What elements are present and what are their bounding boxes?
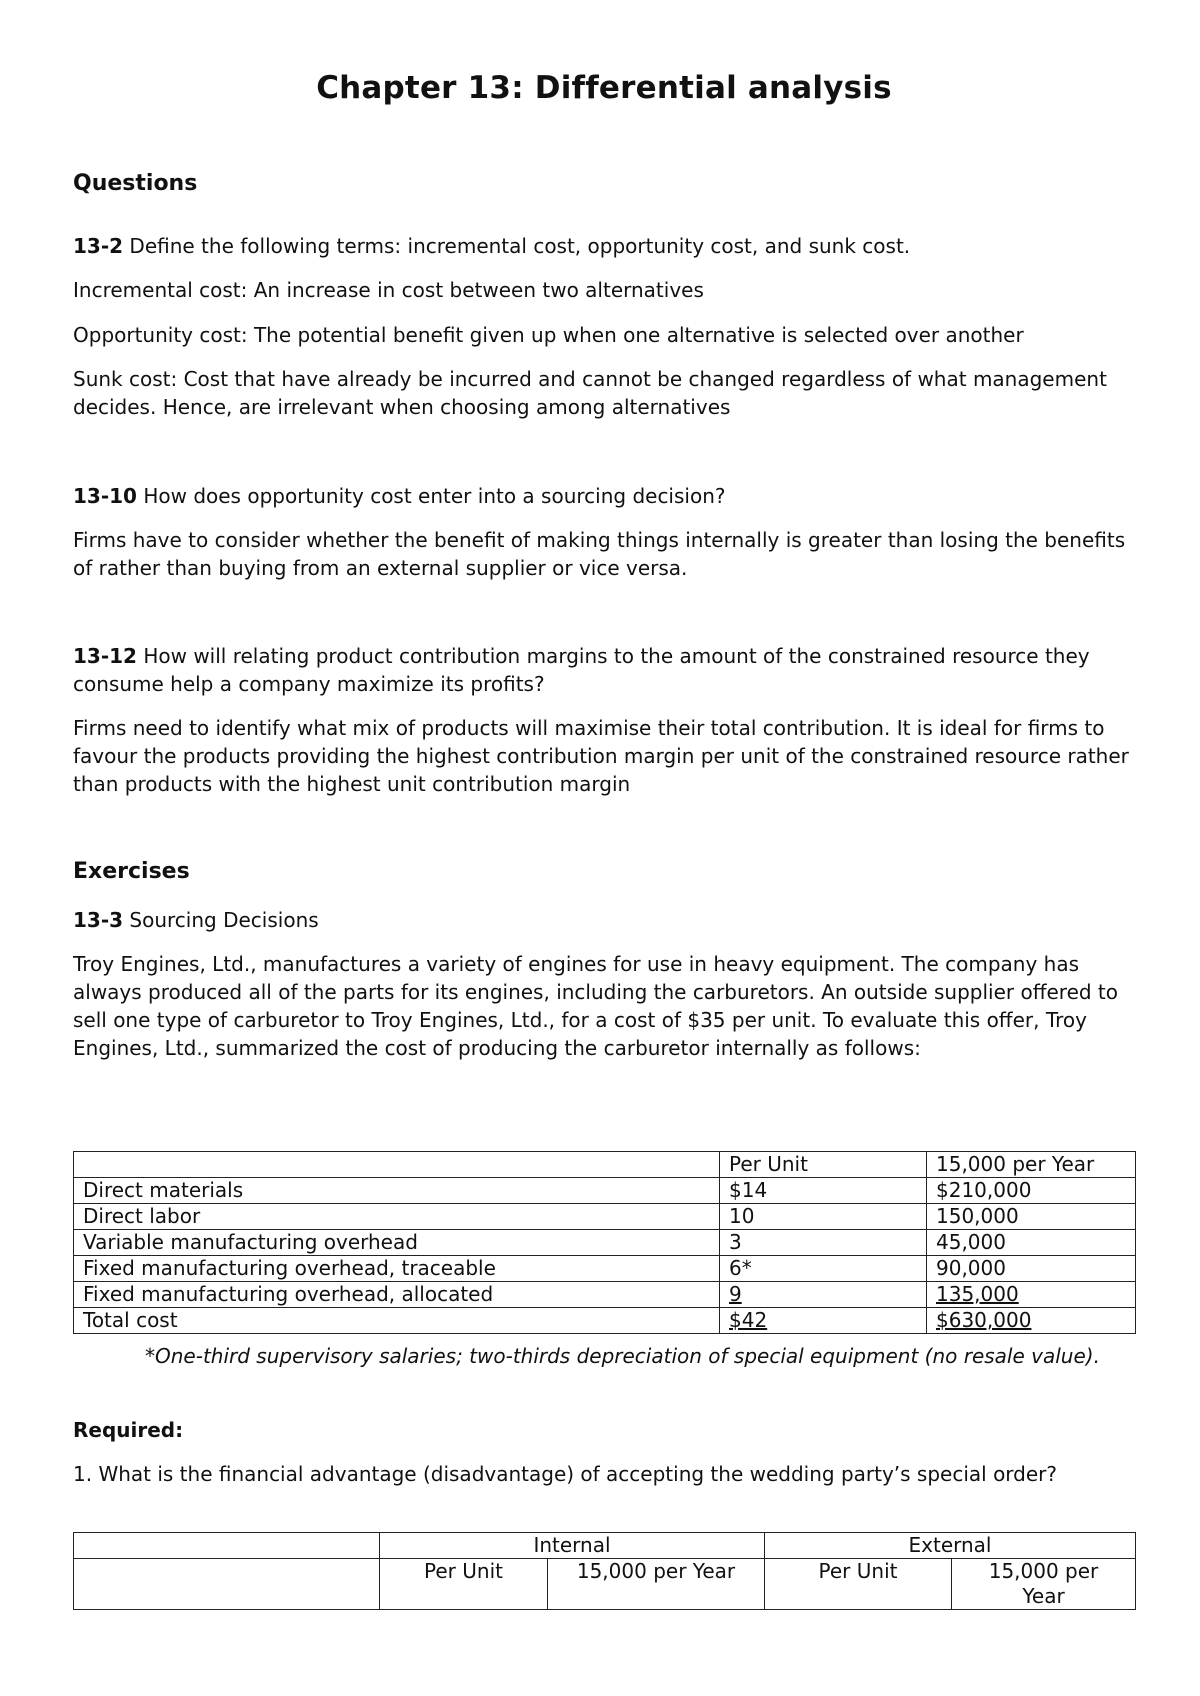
questions-heading: Questions: [73, 171, 198, 196]
per-unit-cell: 6*: [720, 1256, 927, 1282]
exercise-title: Sourcing Decisions: [123, 908, 319, 932]
table-header-cell: 15,000 per Year: [927, 1152, 1136, 1178]
row-label: Direct labor: [74, 1204, 720, 1230]
answer-opportunity-cost: Opportunity cost: The potential benefit given up when one alternative is selected over another: [73, 323, 1024, 347]
per-unit-value: 9: [729, 1282, 742, 1306]
question-number: 13-12: [73, 644, 137, 668]
cost-table: [73, 1151, 1136, 1334]
external-group-header: External: [765, 1533, 1136, 1559]
answer-13-12: Firms need to identify what mix of products will maximise their total contribution. It is ideal for firms to favour the products providing the highest contribution margin per unit of the constrained resource rather than products with the highest unit contribution margin: [73, 716, 1129, 796]
per-unit-cell: $14: [720, 1178, 927, 1204]
exercise-13-3-title: [73, 906, 1135, 934]
table-row: [74, 1256, 1136, 1282]
table-header-cell: Per Unit: [720, 1152, 927, 1178]
question-13-10: [73, 482, 1135, 510]
row-label: Fixed manufacturing overhead, allocated: [74, 1282, 720, 1308]
per-year-cell: 90,000: [927, 1256, 1136, 1282]
exercises-heading: Exercises: [73, 859, 190, 884]
table-row: [74, 1178, 1136, 1204]
row-label: Direct materials: [74, 1178, 720, 1204]
table-row: [74, 1230, 1136, 1256]
per-year-cell: [927, 1282, 1136, 1308]
table-cell: [74, 1559, 380, 1610]
required-heading: [73, 1416, 1135, 1444]
row-label: Total cost: [74, 1308, 720, 1334]
internal-group-header: Internal: [380, 1533, 765, 1559]
table-row: [74, 1204, 1136, 1230]
per-year-cell: $210,000: [927, 1178, 1136, 1204]
exercise-13-3-body: Troy Engines, Ltd., manufactures a variety of engines for use in heavy equipment. The company has always produced all of the parts for its engines, including the carburetors. An outside supplier offered to sell one type of carburetor to Troy Engines, Ltd., for a cost of $35 per unit. To evaluate this offer, Troy Engines, Ltd., summarized the cost of producing the carburetor internally as follows:: [73, 952, 1119, 1060]
required-question-1: 1. What is the financial advantage (disadvantage) of accepting the wedding party’s special order?: [73, 1462, 1058, 1486]
exercise-number: 13-3: [73, 908, 124, 932]
question-number: 13-2: [73, 234, 124, 258]
table-cell: [74, 1533, 380, 1559]
table-total-row: [74, 1308, 1136, 1334]
table-header-row: [74, 1152, 1136, 1178]
answer-table: [73, 1532, 1136, 1610]
question-13-12: [73, 642, 1135, 698]
question-text: How does opportunity cost enter into a sourcing decision?: [136, 484, 726, 508]
table-header-cell: Per Unit: [380, 1559, 548, 1610]
per-unit-total: $42: [729, 1308, 768, 1332]
answer-incremental-cost: Incremental cost: An increase in cost between two alternatives: [73, 278, 704, 302]
answer-sunk-cost: Sunk cost: Cost that have already be incurred and cannot be changed regardless of what management decides. Hence, are irrelevant when choosing among alternatives: [73, 367, 1107, 419]
question-text: Define the following terms: incremental cost, opportunity cost, and sunk cost.: [123, 234, 911, 258]
question-text: How will relating product contribution margins to the amount of the constrained resource they consume help a company maximize its profits?: [73, 644, 1090, 696]
required-label: Required:: [73, 1418, 184, 1442]
table-header-cell: Per Unit: [765, 1559, 952, 1610]
per-year-cell: [927, 1308, 1136, 1334]
row-label: Variable manufacturing overhead: [74, 1230, 720, 1256]
table-group-header-row: [74, 1533, 1136, 1559]
per-unit-cell: 10: [720, 1204, 927, 1230]
per-unit-cell: 3: [720, 1230, 927, 1256]
per-unit-cell: [720, 1282, 927, 1308]
table-header-cell: 15,000 per Year: [952, 1559, 1136, 1610]
per-year-total: $630,000: [936, 1308, 1032, 1332]
page-title: Chapter 13: Differential analysis: [316, 70, 892, 106]
question-13-2: [73, 232, 1135, 260]
question-number: 13-10: [73, 484, 137, 508]
table-row: [74, 1282, 1136, 1308]
table-header-cell: [74, 1152, 720, 1178]
row-label: Fixed manufacturing overhead, traceable: [74, 1256, 720, 1282]
per-year-cell: 150,000: [927, 1204, 1136, 1230]
answer-13-10: Firms have to consider whether the benefit of making things internally is greater than losing the benefits of rather than buying from an external supplier or vice versa.: [73, 528, 1126, 580]
per-year-cell: 45,000: [927, 1230, 1136, 1256]
table-subheader-row: [74, 1559, 1136, 1610]
table-footnote: *One-third supervisory salaries; two-thirds depreciation of special equipment (no resale value).: [145, 1344, 1100, 1368]
per-year-value: 135,000: [936, 1282, 1019, 1306]
table-header-cell: 15,000 per Year: [548, 1559, 765, 1610]
per-unit-cell: [720, 1308, 927, 1334]
